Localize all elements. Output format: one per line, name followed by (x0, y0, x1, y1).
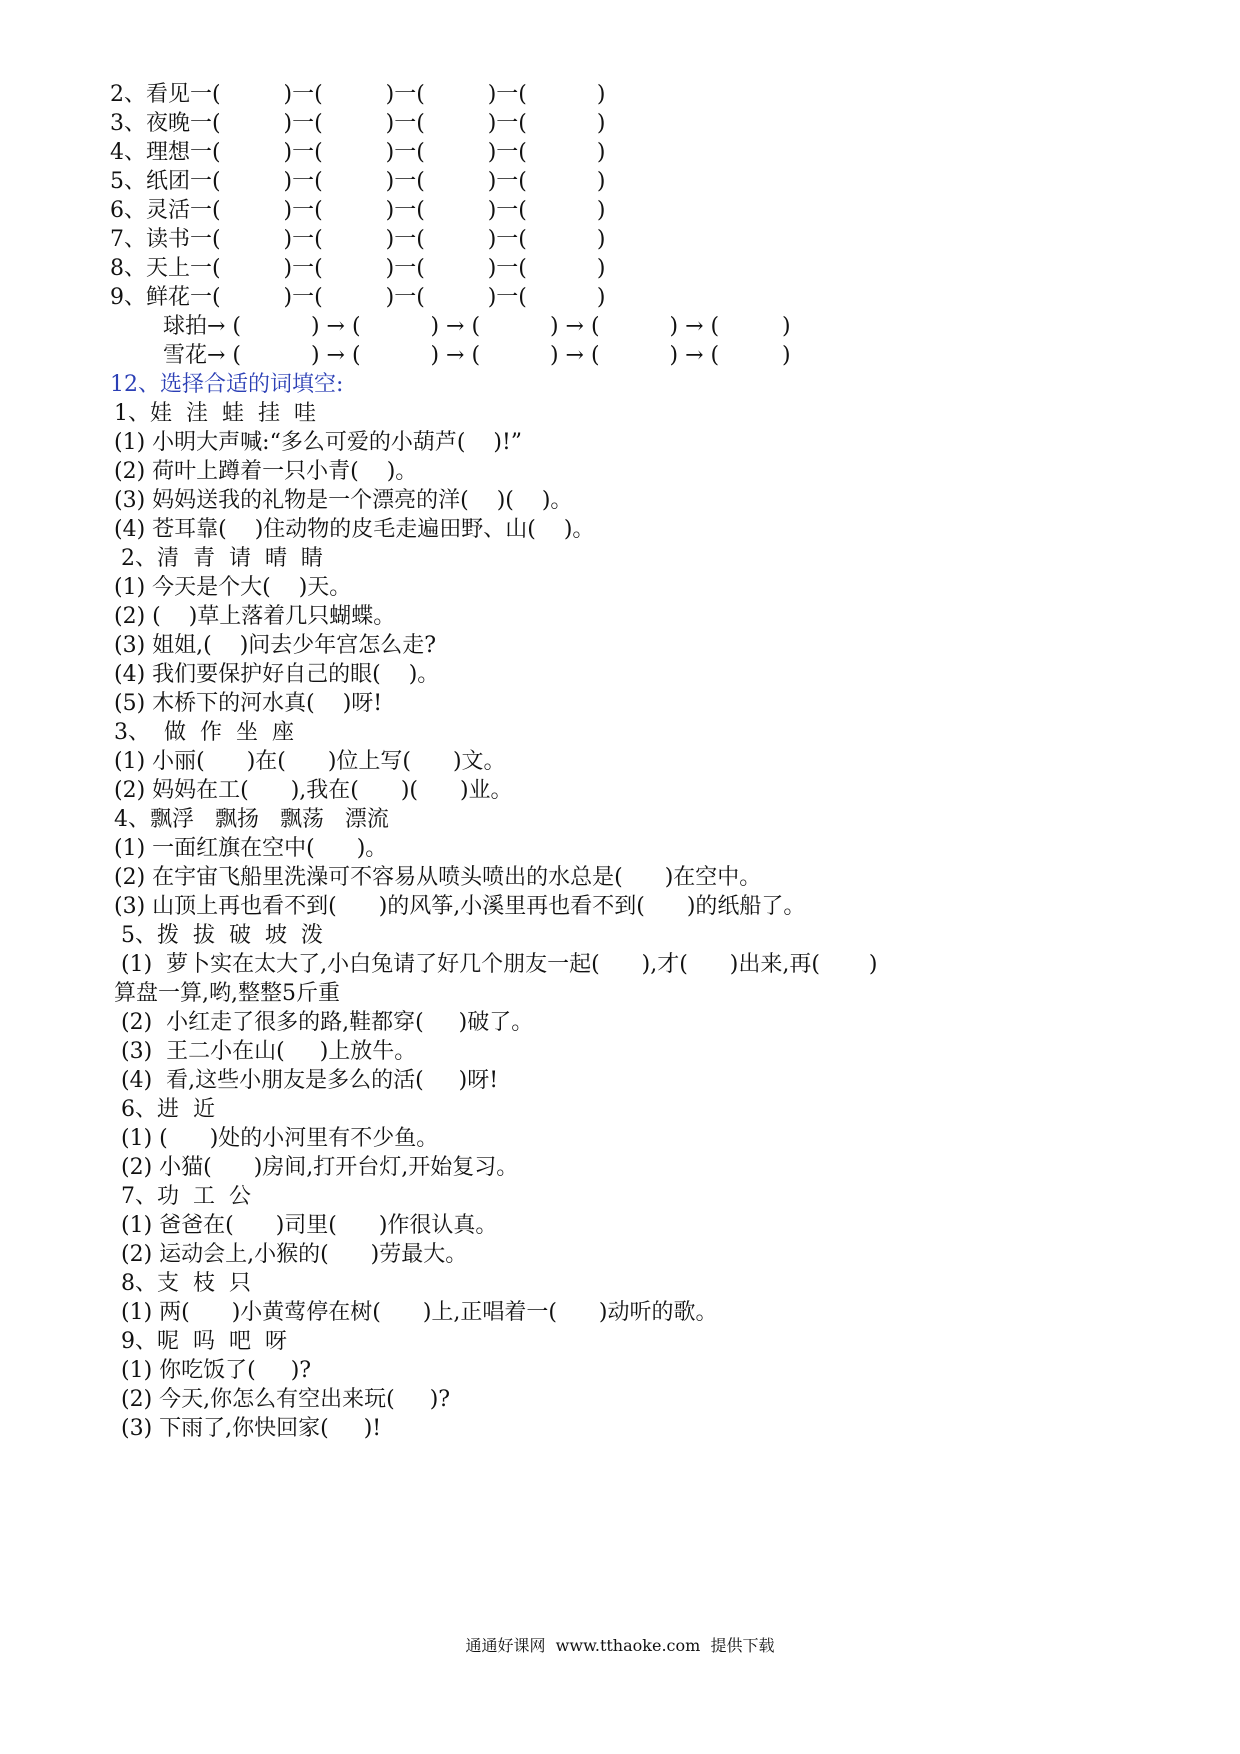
question-line: (4) 看,这些小朋友是多么的活( )呀! (114, 1068, 499, 1093)
arrow-line: 球拍→ ( ) → ( ) → ( ) → ( ) → ( ) (163, 314, 791, 339)
question-line: (1) ( )处的小河里有不少鱼。 (114, 1126, 439, 1151)
question-line: 1、娃 洼 蛙 挂 哇 (114, 401, 316, 426)
question-line: 7、功 工 公 (114, 1184, 251, 1209)
footer-credit: 通通好课网 www.tthaoke.com 提供下载 (465, 1636, 775, 1655)
question-line: (1) 你吃饭了( )? (114, 1358, 312, 1383)
question-line: (2) 运动会上,小猴的( )劳最大。 (114, 1242, 468, 1267)
question-line: (3) 下雨了,你快回家( )! (114, 1416, 382, 1441)
question-line: (1) 小丽( )在( )位上写( )文。 (114, 749, 506, 774)
question-line: (5) 木桥下的河水真( )呀! (114, 691, 383, 716)
question-line: 6、进 近 (114, 1097, 215, 1122)
question-line: (2) ( )草上落着几只蝴蝶。 (114, 604, 396, 629)
chain-line: 9、鲜花一( )一( )一( )一( ) (110, 285, 606, 310)
question-line: (1) 两( )小黄莺停在树( )上,正唱着一( )动听的歌。 (114, 1300, 718, 1325)
question-line: 2、清 青 请 晴 睛 (114, 546, 323, 571)
question-line: (4) 苍耳靠( )住动物的皮毛走遍田野、山( )。 (114, 517, 595, 542)
question-line: (2) 小猫( )房间,打开台灯,开始复习。 (114, 1155, 519, 1180)
question-line: 8、支 枝 只 (114, 1271, 251, 1296)
chain-line: 5、纸团一( )一( )一( )一( ) (110, 169, 606, 194)
question-line: (2) 今天,你怎么有空出来玩( )? (114, 1387, 451, 1412)
arrow-line: 雪花→ ( ) → ( ) → ( ) → ( ) → ( ) (163, 343, 791, 368)
question-line: 5、拨 拔 破 坡 泼 (114, 923, 323, 948)
chain-line: 3、夜晚一( )一( )一( )一( ) (110, 111, 606, 136)
section-title: 12、选择合适的词填空: (110, 372, 344, 397)
question-line: (2) 小红走了很多的路,鞋都穿( )破了。 (114, 1010, 534, 1035)
question-line: (1) 萝卜实在太大了,小白兔请了好几个朋友一起( ),才( )出来,再( ) (114, 952, 878, 977)
question-line: 3、 做 作 坐 座 (114, 720, 294, 745)
question-line: (1) 一面红旗在空中( )。 (114, 836, 388, 861)
chain-line: 8、天上一( )一( )一( )一( ) (110, 256, 606, 281)
chain-line: 7、读书一( )一( )一( )一( ) (110, 227, 606, 252)
question-line: (3) 姐姐,( )问去少年宫怎么走? (114, 633, 437, 658)
question-line: (3) 妈妈送我的礼物是一个漂亮的洋( )( )。 (114, 488, 573, 513)
question-line: (2) 在宇宙飞船里洗澡可不容易从喷头喷出的水总是( )在空中。 (114, 865, 762, 890)
chain-line: 4、理想一( )一( )一( )一( ) (110, 140, 606, 165)
question-line: (1) 爸爸在( )司里( )作很认真。 (114, 1213, 498, 1238)
question-line: (4) 我们要保护好自己的眼( )。 (114, 662, 440, 687)
chain-line: 2、看见一( )一( )一( )一( ) (110, 82, 606, 107)
question-line: (3) 王二小在山( )上放牛。 (114, 1039, 417, 1064)
question-line: 4、飘浮 飘扬 飘荡 漂流 (114, 807, 389, 832)
question-line: (2) 妈妈在工( ),我在( )( )业。 (114, 778, 513, 803)
question-line: 9、呢 吗 吧 呀 (114, 1329, 287, 1354)
question-line: 算盘一算,哟,整整5斤重 (114, 981, 340, 1006)
question-line: (1) 小明大声喊:“多么可爱的小葫芦( )!” (114, 430, 523, 455)
question-line: (2) 荷叶上蹲着一只小青( )。 (114, 459, 418, 484)
chain-line: 6、灵活一( )一( )一( )一( ) (110, 198, 606, 223)
question-line: (3) 山顶上再也看不到( )的风筝,小溪里再也看不到( )的纸船了。 (114, 894, 806, 919)
question-line: (1) 今天是个大( )天。 (114, 575, 352, 600)
